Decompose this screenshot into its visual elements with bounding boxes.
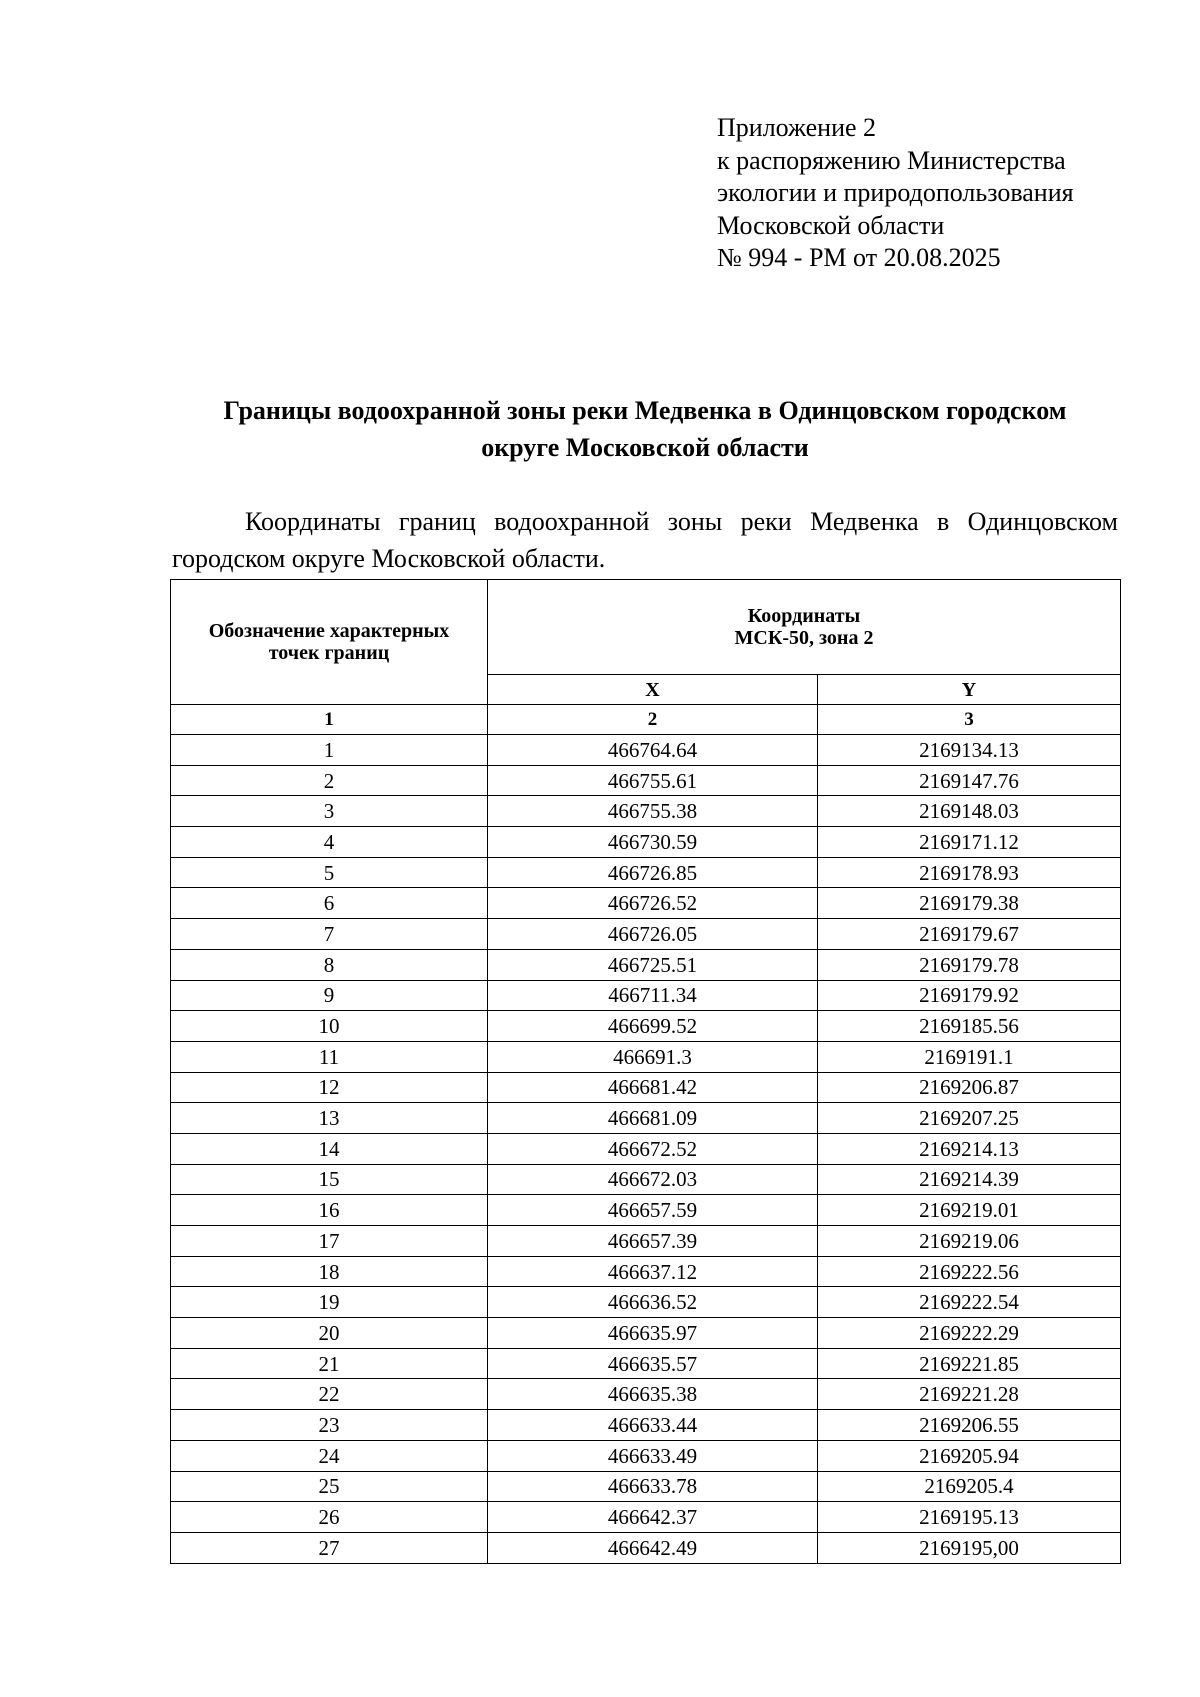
x-coordinate-cell: 466711.34: [488, 980, 818, 1011]
point-number-cell: 17: [171, 1226, 488, 1257]
table-row: [171, 1195, 1121, 1226]
point-number-cell: 15: [171, 1164, 488, 1195]
table-row: [171, 827, 1121, 858]
coords-label-line-2: МСК-50, зона 2: [734, 627, 874, 649]
column-number: 3: [818, 705, 1121, 735]
x-column-header: X: [488, 675, 818, 705]
x-coordinate-cell: 466699.52: [488, 1011, 818, 1042]
y-coordinate-cell: 2169147.76: [818, 765, 1121, 796]
coords-group-header: [488, 580, 1121, 675]
table-row: [171, 1041, 1121, 1072]
table-row: [171, 735, 1121, 766]
point-number-cell: 3: [171, 796, 488, 827]
point-number-cell: 13: [171, 1103, 488, 1134]
y-coordinate-cell: 2169206.87: [818, 1072, 1121, 1103]
y-coordinate-cell: 2169222.29: [818, 1318, 1121, 1349]
point-number-cell: 21: [171, 1348, 488, 1379]
y-coordinate-cell: 2169195,00: [818, 1532, 1121, 1563]
point-number-cell: 20: [171, 1318, 488, 1349]
y-coordinate-cell: 2169205.4: [818, 1471, 1121, 1502]
y-coordinate-cell: 2169178.93: [818, 857, 1121, 888]
title-line-1: Границы водоохранной зоны реки Медвенка в Одинцовском городском: [223, 396, 1067, 425]
x-coordinate-cell: 466726.05: [488, 919, 818, 950]
intro-paragraph: Координаты границ водоохранной зоны реки Медвенка в Одинцовском городском округе Московской области.: [172, 507, 1118, 573]
table-row: [171, 796, 1121, 827]
point-number-cell: 7: [171, 919, 488, 950]
point-number-cell: 14: [171, 1133, 488, 1164]
y-coordinate-cell: 2169222.56: [818, 1256, 1121, 1287]
y-coordinate-cell: 2169221.28: [818, 1379, 1121, 1410]
x-coordinate-cell: 466730.59: [488, 827, 818, 858]
x-coordinate-cell: 466755.38: [488, 796, 818, 827]
annex-line: экологии и природопользования: [717, 178, 1074, 207]
point-number-cell: 18: [171, 1256, 488, 1287]
table-row: [171, 1348, 1121, 1379]
point-number-cell: 4: [171, 827, 488, 858]
point-number-cell: 12: [171, 1072, 488, 1103]
x-coordinate-cell: 466672.52: [488, 1133, 818, 1164]
x-coordinate-cell: 466725.51: [488, 949, 818, 980]
point-number-cell: 22: [171, 1379, 488, 1410]
table-row: [171, 1379, 1121, 1410]
y-coordinate-cell: 2169171.12: [818, 827, 1121, 858]
coordinates-table: [170, 579, 1121, 1564]
point-number-cell: 24: [171, 1440, 488, 1471]
x-coordinate-cell: 466633.49: [488, 1440, 818, 1471]
table-row: [171, 980, 1121, 1011]
point-number-cell: 11: [171, 1041, 488, 1072]
y-coordinate-cell: 2169214.39: [818, 1164, 1121, 1195]
y-coordinate-cell: 2169207.25: [818, 1103, 1121, 1134]
y-coordinate-cell: 2169179.38: [818, 888, 1121, 919]
document-title: [170, 392, 1120, 466]
annex-block: [717, 112, 1074, 275]
point-number-cell: 8: [171, 949, 488, 980]
x-coordinate-cell: 466681.09: [488, 1103, 818, 1134]
table-row: [171, 857, 1121, 888]
table-row: [171, 888, 1121, 919]
table-row: [171, 1410, 1121, 1441]
x-coordinate-cell: 466726.52: [488, 888, 818, 919]
table-row: [171, 1502, 1121, 1533]
x-coordinate-cell: 466657.59: [488, 1195, 818, 1226]
table-row: [171, 1318, 1121, 1349]
table-row: [171, 1532, 1121, 1563]
header-row-main: [171, 580, 1121, 675]
point-number-cell: 23: [171, 1410, 488, 1441]
x-coordinate-cell: 466635.57: [488, 1348, 818, 1379]
x-coordinate-cell: 466636.52: [488, 1287, 818, 1318]
point-number-cell: 6: [171, 888, 488, 919]
table-row: [171, 1072, 1121, 1103]
table-row: [171, 1103, 1121, 1134]
coordinates-table-wrapper: [170, 579, 1121, 1564]
x-coordinate-cell: 466642.37: [488, 1502, 818, 1533]
point-number-cell: 5: [171, 857, 488, 888]
x-coordinate-cell: 466755.61: [488, 765, 818, 796]
column-number: 2: [488, 705, 818, 735]
y-coordinate-cell: 2169221.85: [818, 1348, 1121, 1379]
x-coordinate-cell: 466635.38: [488, 1379, 818, 1410]
y-coordinate-cell: 2169206.55: [818, 1410, 1121, 1441]
x-coordinate-cell: 466764.64: [488, 735, 818, 766]
x-coordinate-cell: 466642.49: [488, 1532, 818, 1563]
annex-line: Московской области: [717, 210, 945, 240]
x-coordinate-cell: 466635.97: [488, 1318, 818, 1349]
x-coordinate-cell: 466672.03: [488, 1164, 818, 1195]
points-column-header: [171, 580, 488, 705]
table-row: [171, 1471, 1121, 1502]
table-row: [171, 765, 1121, 796]
annex-line: Приложение 2: [717, 113, 877, 142]
x-coordinate-cell: 466726.85: [488, 857, 818, 888]
table-header: [171, 580, 1121, 735]
annex-line: № 994 - РМ от 20.08.2025: [717, 243, 1001, 272]
column-number: 1: [171, 705, 488, 735]
point-number-cell: 19: [171, 1287, 488, 1318]
table-row: [171, 1011, 1121, 1042]
annex-line: к распоряжению Министерства: [717, 145, 1066, 175]
table-row: [171, 949, 1121, 980]
title-line-2: округе Московской области: [481, 433, 809, 462]
point-number-cell: 26: [171, 1502, 488, 1533]
y-coordinate-cell: 2169219.01: [818, 1195, 1121, 1226]
table-row: [171, 1440, 1121, 1471]
point-number-cell: 27: [171, 1532, 488, 1563]
table-row: [171, 1256, 1121, 1287]
x-coordinate-cell: 466637.12: [488, 1256, 818, 1287]
x-coordinate-cell: 466633.44: [488, 1410, 818, 1441]
y-column-header: Y: [818, 675, 1121, 705]
y-coordinate-cell: 2169195.13: [818, 1502, 1121, 1533]
y-coordinate-cell: 2169219.06: [818, 1226, 1121, 1257]
y-coordinate-cell: 2169179.67: [818, 919, 1121, 950]
header-row-numbers: [171, 705, 1121, 735]
y-coordinate-cell: 2169205.94: [818, 1440, 1121, 1471]
point-number-cell: 9: [171, 980, 488, 1011]
x-coordinate-cell: 466657.39: [488, 1226, 818, 1257]
y-coordinate-cell: 2169148.03: [818, 796, 1121, 827]
coords-label-line-1: Координаты: [747, 605, 861, 627]
x-coordinate-cell: 466691.3: [488, 1041, 818, 1072]
table-row: [171, 1226, 1121, 1257]
y-coordinate-cell: 2169179.78: [818, 949, 1121, 980]
table-body: [171, 735, 1121, 1564]
point-number-cell: 10: [171, 1011, 488, 1042]
points-label-line-1: Обозначение характерных: [208, 620, 450, 642]
table-row: [171, 1133, 1121, 1164]
y-coordinate-cell: 2169185.56: [818, 1011, 1121, 1042]
points-label-line-2: точек границ: [268, 642, 390, 664]
y-coordinate-cell: 2169179.92: [818, 980, 1121, 1011]
x-coordinate-cell: 466681.42: [488, 1072, 818, 1103]
point-number-cell: 25: [171, 1471, 488, 1502]
x-coordinate-cell: 466633.78: [488, 1471, 818, 1502]
point-number-cell: 2: [171, 765, 488, 796]
y-coordinate-cell: 2169214.13: [818, 1133, 1121, 1164]
point-number-cell: 16: [171, 1195, 488, 1226]
table-row: [171, 1287, 1121, 1318]
point-number-cell: 1: [171, 735, 488, 766]
y-coordinate-cell: 2169222.54: [818, 1287, 1121, 1318]
y-coordinate-cell: 2169134.13: [818, 735, 1121, 766]
table-row: [171, 1164, 1121, 1195]
y-coordinate-cell: 2169191.1: [818, 1041, 1121, 1072]
table-row: [171, 919, 1121, 950]
